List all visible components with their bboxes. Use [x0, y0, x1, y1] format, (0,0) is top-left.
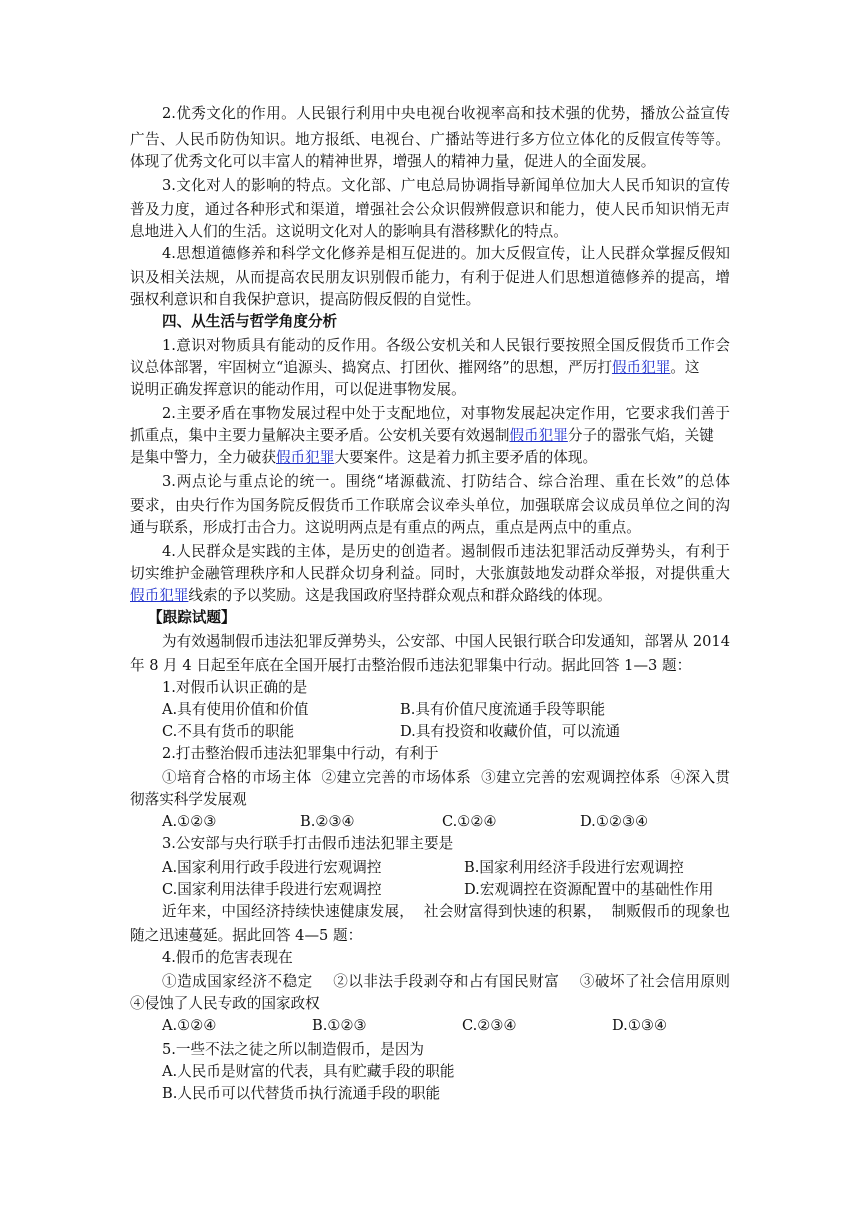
text-span: 分子的嚣张气焰，关键	[567, 427, 714, 444]
text-span: 抓重点，集中主要力量解决主要矛盾。公安机关要有效遏制	[130, 427, 510, 444]
paragraph-line: 通与联系，形成打击合力。这说明两点是有重点的两点，重点是两点中的重点。	[130, 519, 641, 536]
counterfeit-crime-link[interactable]: 假币犯罪	[611, 359, 671, 376]
question-3-option-d: D.宏观调控在资源配置中的基础性作用	[464, 881, 714, 898]
text-span: 线索的予以奖励。这是我国政府坚持群众观点和群众路线的体现。	[188, 587, 612, 604]
section-heading: 四、从生活与哲学角度分析	[162, 313, 338, 330]
question-5-option-b: B.人民币可以代替货币执行流通手段的职能	[162, 1085, 441, 1102]
question-4-items: ①造成国家经济不稳定 ②以非法手段剥夺和占有国民财富 ③破坏了社会信用原则	[162, 973, 730, 990]
question-1-option-a: A.具有使用价值和价值	[162, 701, 309, 718]
paragraph-line: 强权利意识和自我保护意识，提高防假反假的自觉性。	[130, 291, 481, 308]
question-1-option-c: C.不具有货币的职能	[162, 723, 295, 740]
question-4-option-d: D.①③④	[612, 1017, 668, 1034]
paragraph-line	[130, 358, 700, 378]
question-2-option-b: B.②③④	[300, 813, 355, 830]
question-2-items: ①培育合格的市场主体 ②建立完善的市场体系 ③建立完善的宏观调控体系 ④深入贯	[162, 769, 730, 786]
question-4-option-b: B.①②③	[312, 1017, 367, 1034]
question-2-option-a: A.①②③	[162, 813, 217, 830]
question-4-option-c: C.②③④	[462, 1017, 517, 1034]
paragraph-main-contradiction: 2.主要矛盾在事物发展过程中处于支配地位，对事物发展起决定作用，它要求我们善于	[162, 405, 730, 422]
question-3-stem: 3.公安部与央行联手打击假币违法犯罪主要是	[162, 835, 454, 852]
paragraph-consciousness: 1.意识对物质具有能动的反作用。各级公安机关和人民银行要按照全国反假货币工作会	[162, 337, 730, 354]
question-4-items-line: ④侵蚀了人民专政的国家政权	[130, 995, 320, 1012]
quiz-heading: 【跟踪试题】	[148, 609, 236, 626]
question-5-stem: 5.一些不法之徒之所以制造假币，是因为	[162, 1041, 425, 1058]
paragraph-line	[130, 426, 714, 446]
paragraph-line: 说明正确发挥意识的能动作用，可以促进事物发展。	[130, 381, 466, 398]
paragraph-line: 普及力度，通过各种形式和渠道，增强社会公众识假辨假意识和能力，使人民币知识悄无声	[130, 201, 730, 218]
quiz-intro: 为有效遏制假币违法犯罪反弹势头，公安部、中国人民银行联合印发通知，部署从 2014	[162, 633, 730, 650]
question-4-stem: 4.假币的危害表现在	[162, 949, 293, 966]
paragraph-line: 识及相关法规，从而提高农民朋友识别假币能力，有利于促进人们思想道德修养的提高，增	[130, 269, 730, 286]
question-2-option-d: D.①②③④	[580, 813, 649, 830]
question-2-items-line: 彻落实科学发展观	[130, 791, 247, 808]
text-span: 议总体部署，牢固树立“追源头、捣窝点、打团伙、摧网络”的思想，严厉打	[130, 359, 612, 376]
paragraph-line: 要求，由央行作为国务院反假货币工作联席会议牵头单位，加强联席会议成员单位之间的沟	[130, 497, 730, 514]
paragraph-line: 息地进入人们的生活。这说明文化对人的影响具有潜移默化的特点。	[130, 223, 568, 240]
quiz-intro-2-line: 随之迅速蔓延。据此回答 4—5 题：	[130, 927, 363, 944]
counterfeit-crime-link[interactable]: 假币犯罪	[275, 449, 335, 466]
question-3-option-c: C.国家利用法律手段进行宏观调控	[162, 881, 382, 898]
paragraph-line: 广告、人民币防伪知识。地方报纸、电视台、广播站等进行多方位立体化的反假宣传等等。	[130, 131, 730, 148]
paragraph-two-points: 3.两点论与重点论的统一。围绕“堵源截流、打防结合、综合治理、重在长效”的总体	[162, 473, 730, 490]
question-4-option-a: A.①②④	[162, 1017, 217, 1034]
question-1-option-d: D.具有投资和收藏价值，可以流通	[400, 723, 621, 740]
text-span: 大要案件。这是着力抓主要矛盾的体现。	[334, 449, 598, 466]
question-2-option-c: C.①②④	[442, 813, 497, 830]
paragraph-line: 体现了优秀文化可以丰富人的精神世界，增强人的精神力量，促进人的全面发展。	[130, 153, 656, 170]
question-3-option-b: B.国家利用经济手段进行宏观调控	[464, 859, 684, 876]
question-1-stem: 1.对假币认识正确的是	[162, 679, 308, 696]
paragraph-moral-science: 4.思想道德修养和科学文化修养是相互促进的。加大反假宣传，让人民群众掌握反假知	[162, 245, 730, 262]
quiz-intro-2: 近年来，中国经济持续快速健康发展， 社会财富得到快速的积累， 制贩假币的现象也	[162, 903, 730, 920]
counterfeit-crime-link[interactable]: 假币犯罪	[130, 587, 189, 604]
question-5-option-a: A.人民币是财富的代表，具有贮藏手段的职能	[162, 1063, 455, 1080]
text-span: 。这	[670, 359, 700, 376]
paragraph-line: 切实维护金融管理秩序和人民群众切身利益。同时，大张旗鼓地发动群众举报，对提供重大	[130, 565, 730, 582]
question-3-option-a: A.国家利用行政手段进行宏观调控	[162, 859, 382, 876]
paragraph-line	[130, 586, 612, 606]
text-span: 是集中警力，全力破获	[130, 449, 276, 466]
question-2-stem: 2.打击整治假币违法犯罪集中行动，有利于	[162, 745, 439, 762]
paragraph-people-masses: 4.人民群众是实践的主体，是历史的创造者。遏制假币违法犯罪活动反弹势头，有利于	[162, 543, 730, 560]
paragraph-excellent-culture: 2.优秀文化的作用。人民银行利用中央电视台收视率高和技术强的优势，播放公益宣传	[162, 105, 730, 122]
paragraph-culture-influence: 3.文化对人的影响的特点。文化部、广电总局协调指导新闻单位加大人民币知识的宣传	[162, 177, 730, 194]
paragraph-line	[130, 448, 597, 468]
counterfeit-crime-link[interactable]: 假币犯罪	[509, 427, 568, 444]
quiz-intro-line: 年 8 月 4 日起至年底在全国开展打击整治假币违法犯罪集中行动。据此回答 1—3 题：	[130, 657, 692, 674]
question-1-option-b: B.具有价值尺度流通手段等职能	[400, 701, 606, 718]
